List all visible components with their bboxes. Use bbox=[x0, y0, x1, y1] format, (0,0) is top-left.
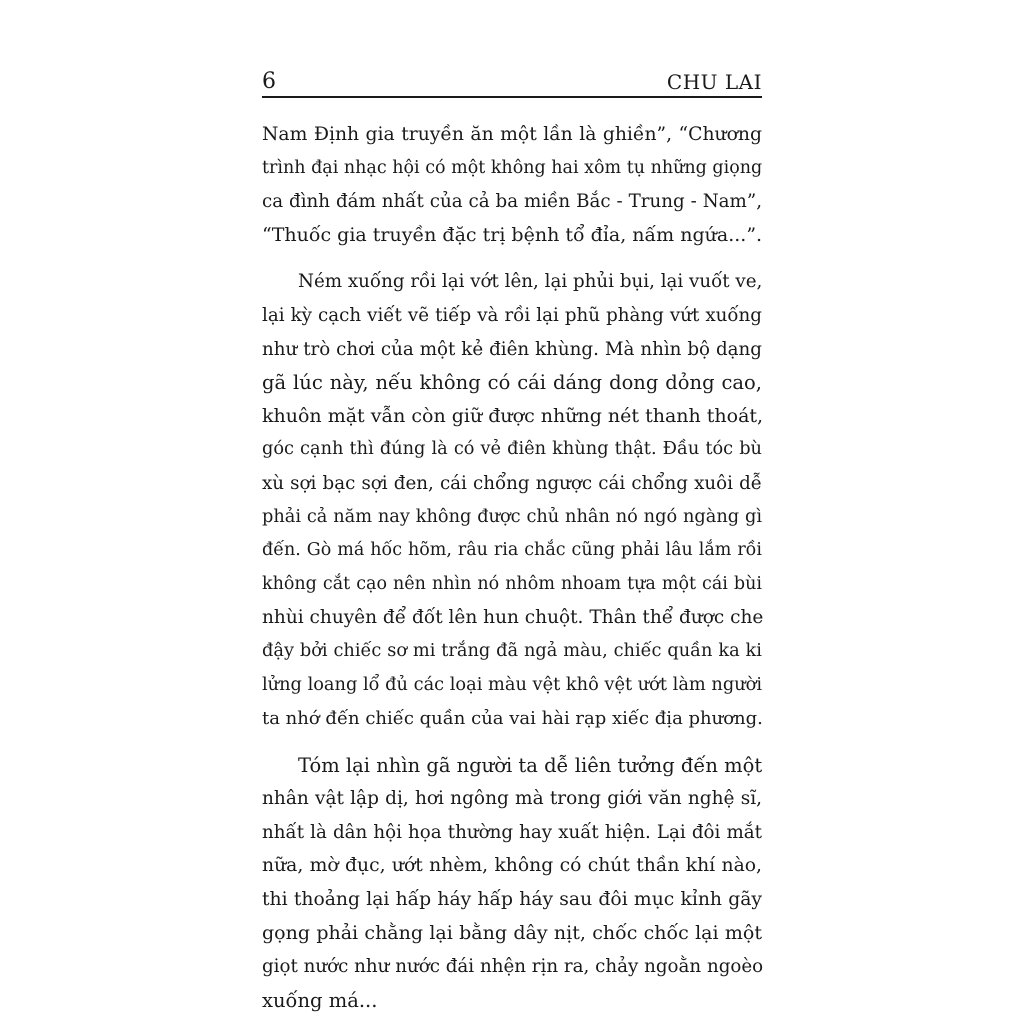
paragraph-2 bbox=[262, 265, 762, 735]
text-line: gã lúc này, nếu không có cái dáng dong dỏng cao, bbox=[262, 371, 762, 395]
text-line: khuôn mặt vẫn còn giữ được những nét thanh thoát, bbox=[262, 404, 764, 427]
text-line: trình đại nhạc hội có một không hai xôm tụ những giọng bbox=[262, 157, 763, 178]
text-line: xuống má... bbox=[262, 988, 378, 1012]
text-line: Ném xuống rồi lại vớt lên, lại phủi bụi, lại vuốt ve, bbox=[298, 271, 763, 293]
text-line: nhùi chuyên để đốt lên hun chuột. Thân thể được che bbox=[262, 607, 764, 629]
text-line: xù sợi bạc sợi đen, cái chổng ngược cái chổng xuôi dễ bbox=[262, 472, 762, 494]
text-line: phải cả năm nay không được chủ nhân nó ngó ngàng gì bbox=[262, 506, 762, 527]
text-line: như trò chơi của một kẻ điên khùng. Mà nhìn bộ dạng bbox=[262, 338, 762, 360]
page-number: 6 bbox=[262, 69, 276, 94]
running-head-author: CHU LAI bbox=[666, 70, 762, 94]
paragraph-3 bbox=[262, 749, 762, 1018]
body-text bbox=[262, 118, 762, 1030]
text-line: ta nhớ đến chiếc quần của vai hài rạp xiếc địa phương. bbox=[262, 708, 763, 730]
text-line: đến. Gò má hốc hõm, râu ria chắc cũng phải lâu lắm rồi bbox=[262, 540, 762, 561]
header-divider bbox=[262, 96, 762, 98]
text-line: ca đình đám nhất của cả ba miền Bắc - Trung - Nam”, bbox=[262, 191, 762, 213]
text-line: không cắt cạo nên nhìn nó nhôm nhoam tựa một cái bùi bbox=[262, 573, 762, 594]
text-line: thi thoảng lại hấp háy hấp háy sau đôi mục kỉnh gãy bbox=[262, 889, 762, 911]
paragraph-1 bbox=[262, 118, 762, 252]
text-line: nữa, mờ đục, ướt nhèm, không có chút thần khí nào, bbox=[262, 855, 762, 877]
text-line: Tóm lại nhìn gã người ta dễ liên tưởng đến một bbox=[298, 753, 763, 777]
text-line: nhân vật lập dị, hơi ngông mà trong giới văn nghệ sĩ, bbox=[262, 788, 762, 810]
page-header bbox=[262, 68, 762, 96]
text-line: lại kỳ cạch viết vẽ tiếp và rồi lại phũ phàng vứt xuống bbox=[262, 304, 762, 326]
book-page bbox=[262, 0, 762, 1024]
text-line: lửng loang lổ đủ các loại màu vệt khô vệt ướt làm người bbox=[262, 674, 762, 695]
text-line: “Thuốc gia truyền đặc trị bệnh tổ đỉa, nấm ngứa...”. bbox=[262, 223, 763, 246]
text-line: gọng phải chằng lại bằng dây nịt, chốc chốc lại một bbox=[262, 921, 762, 944]
text-line: đậy bởi chiếc sơ mi trắng đã ngả màu, chiếc quần ka ki bbox=[262, 640, 762, 661]
text-line: góc cạnh thì đúng là có vẻ điên khùng thật. Đầu tóc bù bbox=[262, 439, 762, 460]
text-line: Nam Định gia truyền ăn một lần là ghiền”, “Chương bbox=[262, 124, 762, 145]
text-line: giọt nước như nước đái nhện rịn ra, chảy ngoằn ngoèo bbox=[262, 956, 764, 978]
text-line: nhất là dân hội họa thường hay xuất hiện. Lại đôi mắt bbox=[262, 821, 762, 843]
